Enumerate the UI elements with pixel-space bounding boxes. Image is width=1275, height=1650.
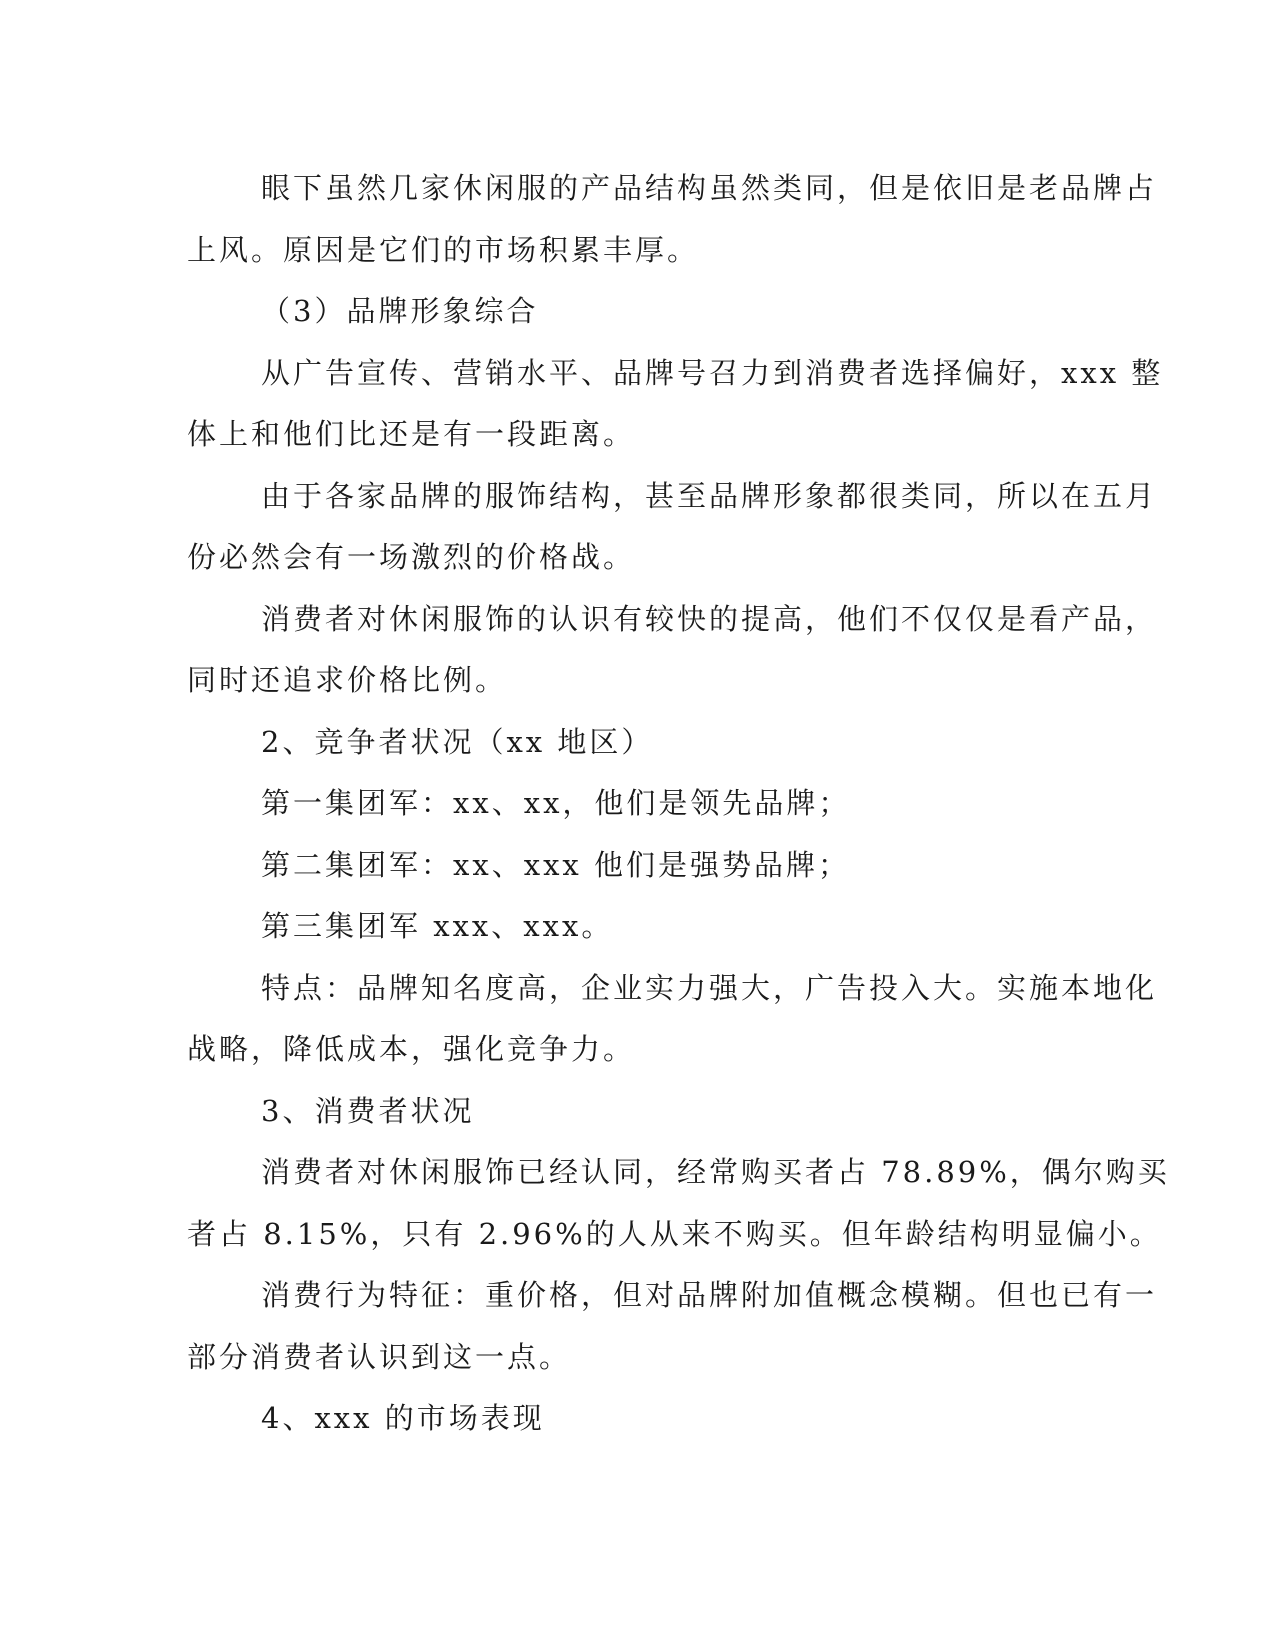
paragraph-line: 眼下虽然几家休闲服的产品结构虽然类同，但是依旧是老品牌占	[261, 171, 1158, 205]
paragraph-line: 战略，降低成本，强化竞争力。	[187, 1032, 636, 1066]
paragraph-line: 份必然会有一场激烈的价格战。	[187, 540, 636, 574]
paragraph-line: 上风。原因是它们的市场积累丰厚。	[187, 232, 700, 267]
paragraph-line: 消费行为特征：重价格，但对品牌附加值概念模糊。但也已有一	[261, 1278, 1158, 1312]
paragraph-line: 消费者对休闲服饰已经认同，经常购买者占 78.89%，偶尔购买	[261, 1155, 1170, 1189]
paragraph-line: 消费者对休闲服饰的认识有较快的提高，他们不仅仅是看产品，	[261, 601, 1158, 636]
paragraph-line: 部分消费者认识到这一点。	[187, 1339, 572, 1374]
paragraph-line: 第二集团军：xx、xxx 他们是强势品牌；	[261, 847, 850, 882]
document-body	[187, 158, 1170, 1450]
paragraph-line: 第三集团军 xxx、xxx。	[261, 909, 614, 943]
section-heading: 4、xxx 的市场表现	[261, 1401, 545, 1435]
paragraph-line: 从广告宣传、营销水平、品牌号召力到消费者选择偏好，xxx 整	[261, 355, 1164, 390]
paragraph-line: 第一集团军：xx、xx，他们是领先品牌；	[261, 786, 851, 820]
paragraph-line: 者占 8.15%，只有 2.96%的人从来不购买。但年龄结构明显偏小。	[187, 1216, 1162, 1251]
section-heading: （3）品牌形象综合	[261, 294, 539, 328]
paragraph-line: 同时还追求价格比例。	[187, 663, 508, 697]
paragraph-line: 特点：品牌知名度高，企业实力强大，广告投入大。实施本地化	[261, 970, 1158, 1005]
paragraph-line: 由于各家品牌的服饰结构，甚至品牌形象都很类同，所以在五月	[261, 478, 1158, 513]
section-heading: 2、竞争者状况（xx 地区）	[261, 724, 654, 759]
section-heading: 3、消费者状况	[261, 1093, 475, 1128]
paragraph-line: 体上和他们比还是有一段距离。	[187, 417, 636, 451]
